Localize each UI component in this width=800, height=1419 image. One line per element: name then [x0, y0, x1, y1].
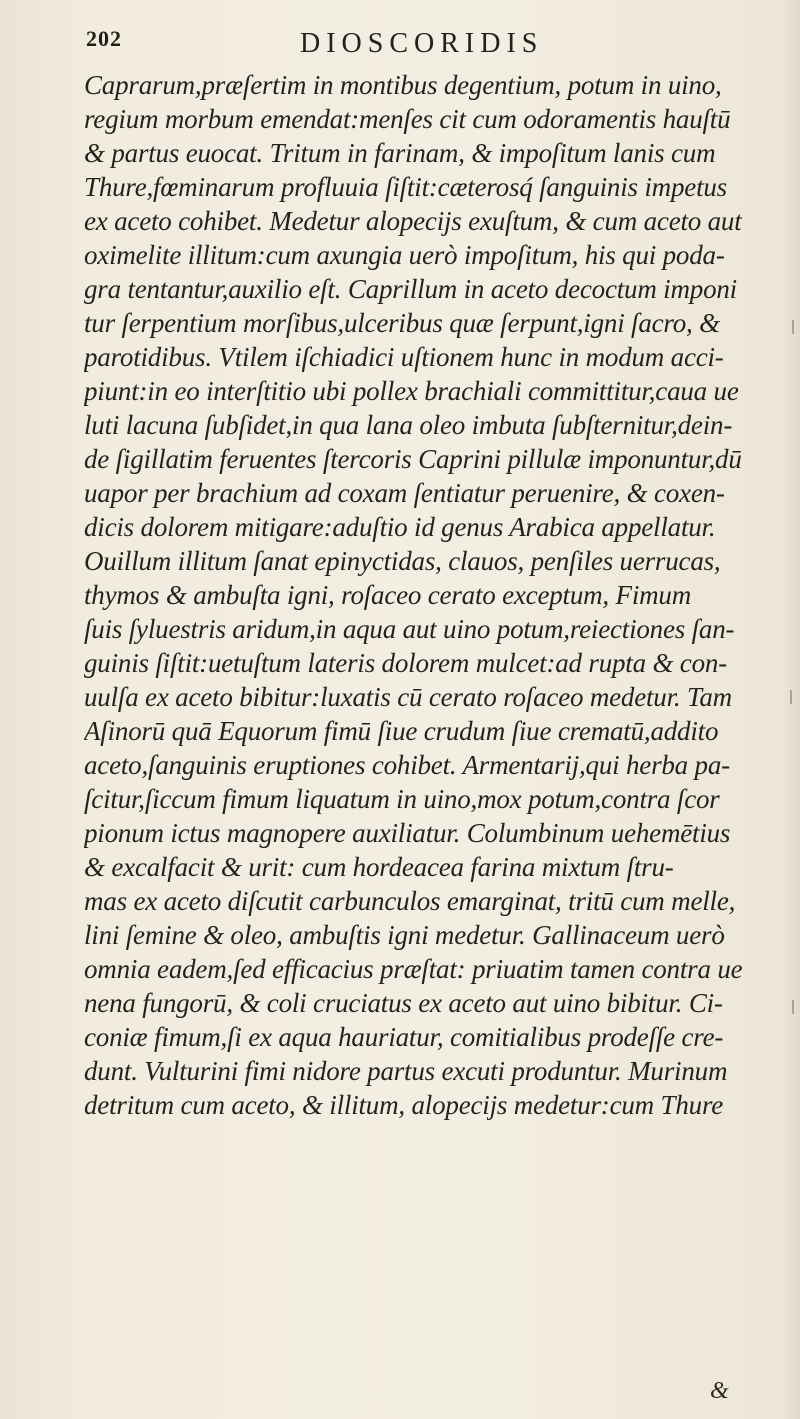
text-line: & excalfacit & urit: cum hordeacea farina mixtum ſtru-: [84, 852, 674, 882]
text-line: aceto,ſanguinis eruptiones cohibet. Armentarij,qui herba pa-: [84, 750, 730, 780]
text-line: pionum ictus magnopere auxiliatur. Columbinum uehemētius: [84, 818, 731, 848]
text-line: ex aceto cohibet. Medetur alopecijs exuſtum, & cum aceto aut: [84, 206, 742, 236]
text-line: omnia eadem,ſed efficacius præſtat: priuatim tamen contra ue: [84, 954, 743, 984]
main-text: [84, 68, 774, 1122]
text-line: piunt:in eo interſtitio ubi pollex brachiali committitur,caua ue: [84, 376, 739, 406]
text-line: oximelite illitum:cum axungia uerò impoſitum, his qui poda-: [84, 240, 725, 270]
text-line: dunt. Vulturini fimi nidore partus excuti produntur. Murinum: [84, 1056, 728, 1086]
text-line: de ſigillatim feruentes ſtercoris Caprini pillulæ imponuntur,dū: [84, 444, 742, 474]
page-header: [0, 18, 800, 68]
text-line: detritum cum aceto, & illitum, alopecijs medetur:cum Thure: [84, 1090, 724, 1120]
margin-mark: [792, 320, 794, 334]
text-line: dicis dolorem mitigare:aduſtio id genus Arabica appellatur.: [84, 512, 716, 542]
text-line: thymos & ambuſta igni, roſaceo cerato exceptum, Fimum: [84, 580, 692, 610]
catchword: &: [710, 1378, 729, 1404]
text-line: gra tentantur,auxilio eſt. Caprillum in aceto decoctum imponi: [84, 274, 737, 304]
text-line: & partus euocat. Tritum in farinam, & impoſitum lanis cum: [84, 138, 716, 168]
text-line: guinis ſiſtit:uetuſtum lateris dolorem mulcet:ad rupta & con-: [84, 648, 727, 678]
text-line: mas ex aceto diſcutit carbunculos emarginat, tritū cum melle,: [84, 886, 736, 916]
text-line: luti lacuna ſubſidet,in qua lana oleo imbuta ſubſternitur,dein-: [84, 410, 733, 440]
text-line: parotidibus. Vtilem iſchiadici uſtionem hunc in modum acci-: [84, 342, 724, 372]
text-line: Aſinorū quā Equorum fimū ſiue crudum ſiue crematū,addito: [84, 716, 719, 746]
page-edge-shadow: [782, 0, 800, 1419]
text-line: lini ſemine & oleo, ambuſtis igni medetur. Gallinaceum uerò: [84, 920, 725, 950]
running-head: DIOSCORIDIS: [300, 28, 544, 59]
text-line: ſuis ſyluestris aridum,in aqua aut uino potum,reiectiones ſan-: [84, 614, 735, 644]
margin-mark: [792, 1000, 794, 1014]
text-line: uulſa ex aceto bibitur:luxatis cū cerato roſaceo medetur. Tam: [84, 682, 732, 712]
text-line: Thure,fœminarum profluuia ſiſtit:cæterosq́ ſanguinis impetus: [84, 172, 727, 202]
text-line: Ouillum illitum ſanat epinyctidas, clauos, penſiles uerrucas,: [84, 546, 721, 576]
text-line: nena fungorū, & coli cruciatus ex aceto aut uino bibitur. Ci-: [84, 988, 723, 1018]
text-line: regium morbum emendat:menſes cit cum odoramentis hauſtū: [84, 104, 731, 134]
text-line: coniæ fimum,ſi ex aqua hauriatur, comitialibus prodeſſe cre-: [84, 1022, 724, 1052]
text-line: Caprarum,præſertim in montibus degentium, potum in uino,: [84, 70, 722, 100]
text-line: tur ſerpentium morſibus,ulceribus quæ ſerpunt,igni ſacro, &: [84, 308, 720, 338]
text-line: uapor per brachium ad coxam ſentiatur peruenire, & coxen-: [84, 478, 725, 508]
page-number: 202: [86, 26, 122, 51]
margin-mark: [790, 690, 792, 704]
text-line: ſcitur,ſiccum fimum liquatum in uino,mox potum,contra ſcor: [84, 784, 720, 814]
